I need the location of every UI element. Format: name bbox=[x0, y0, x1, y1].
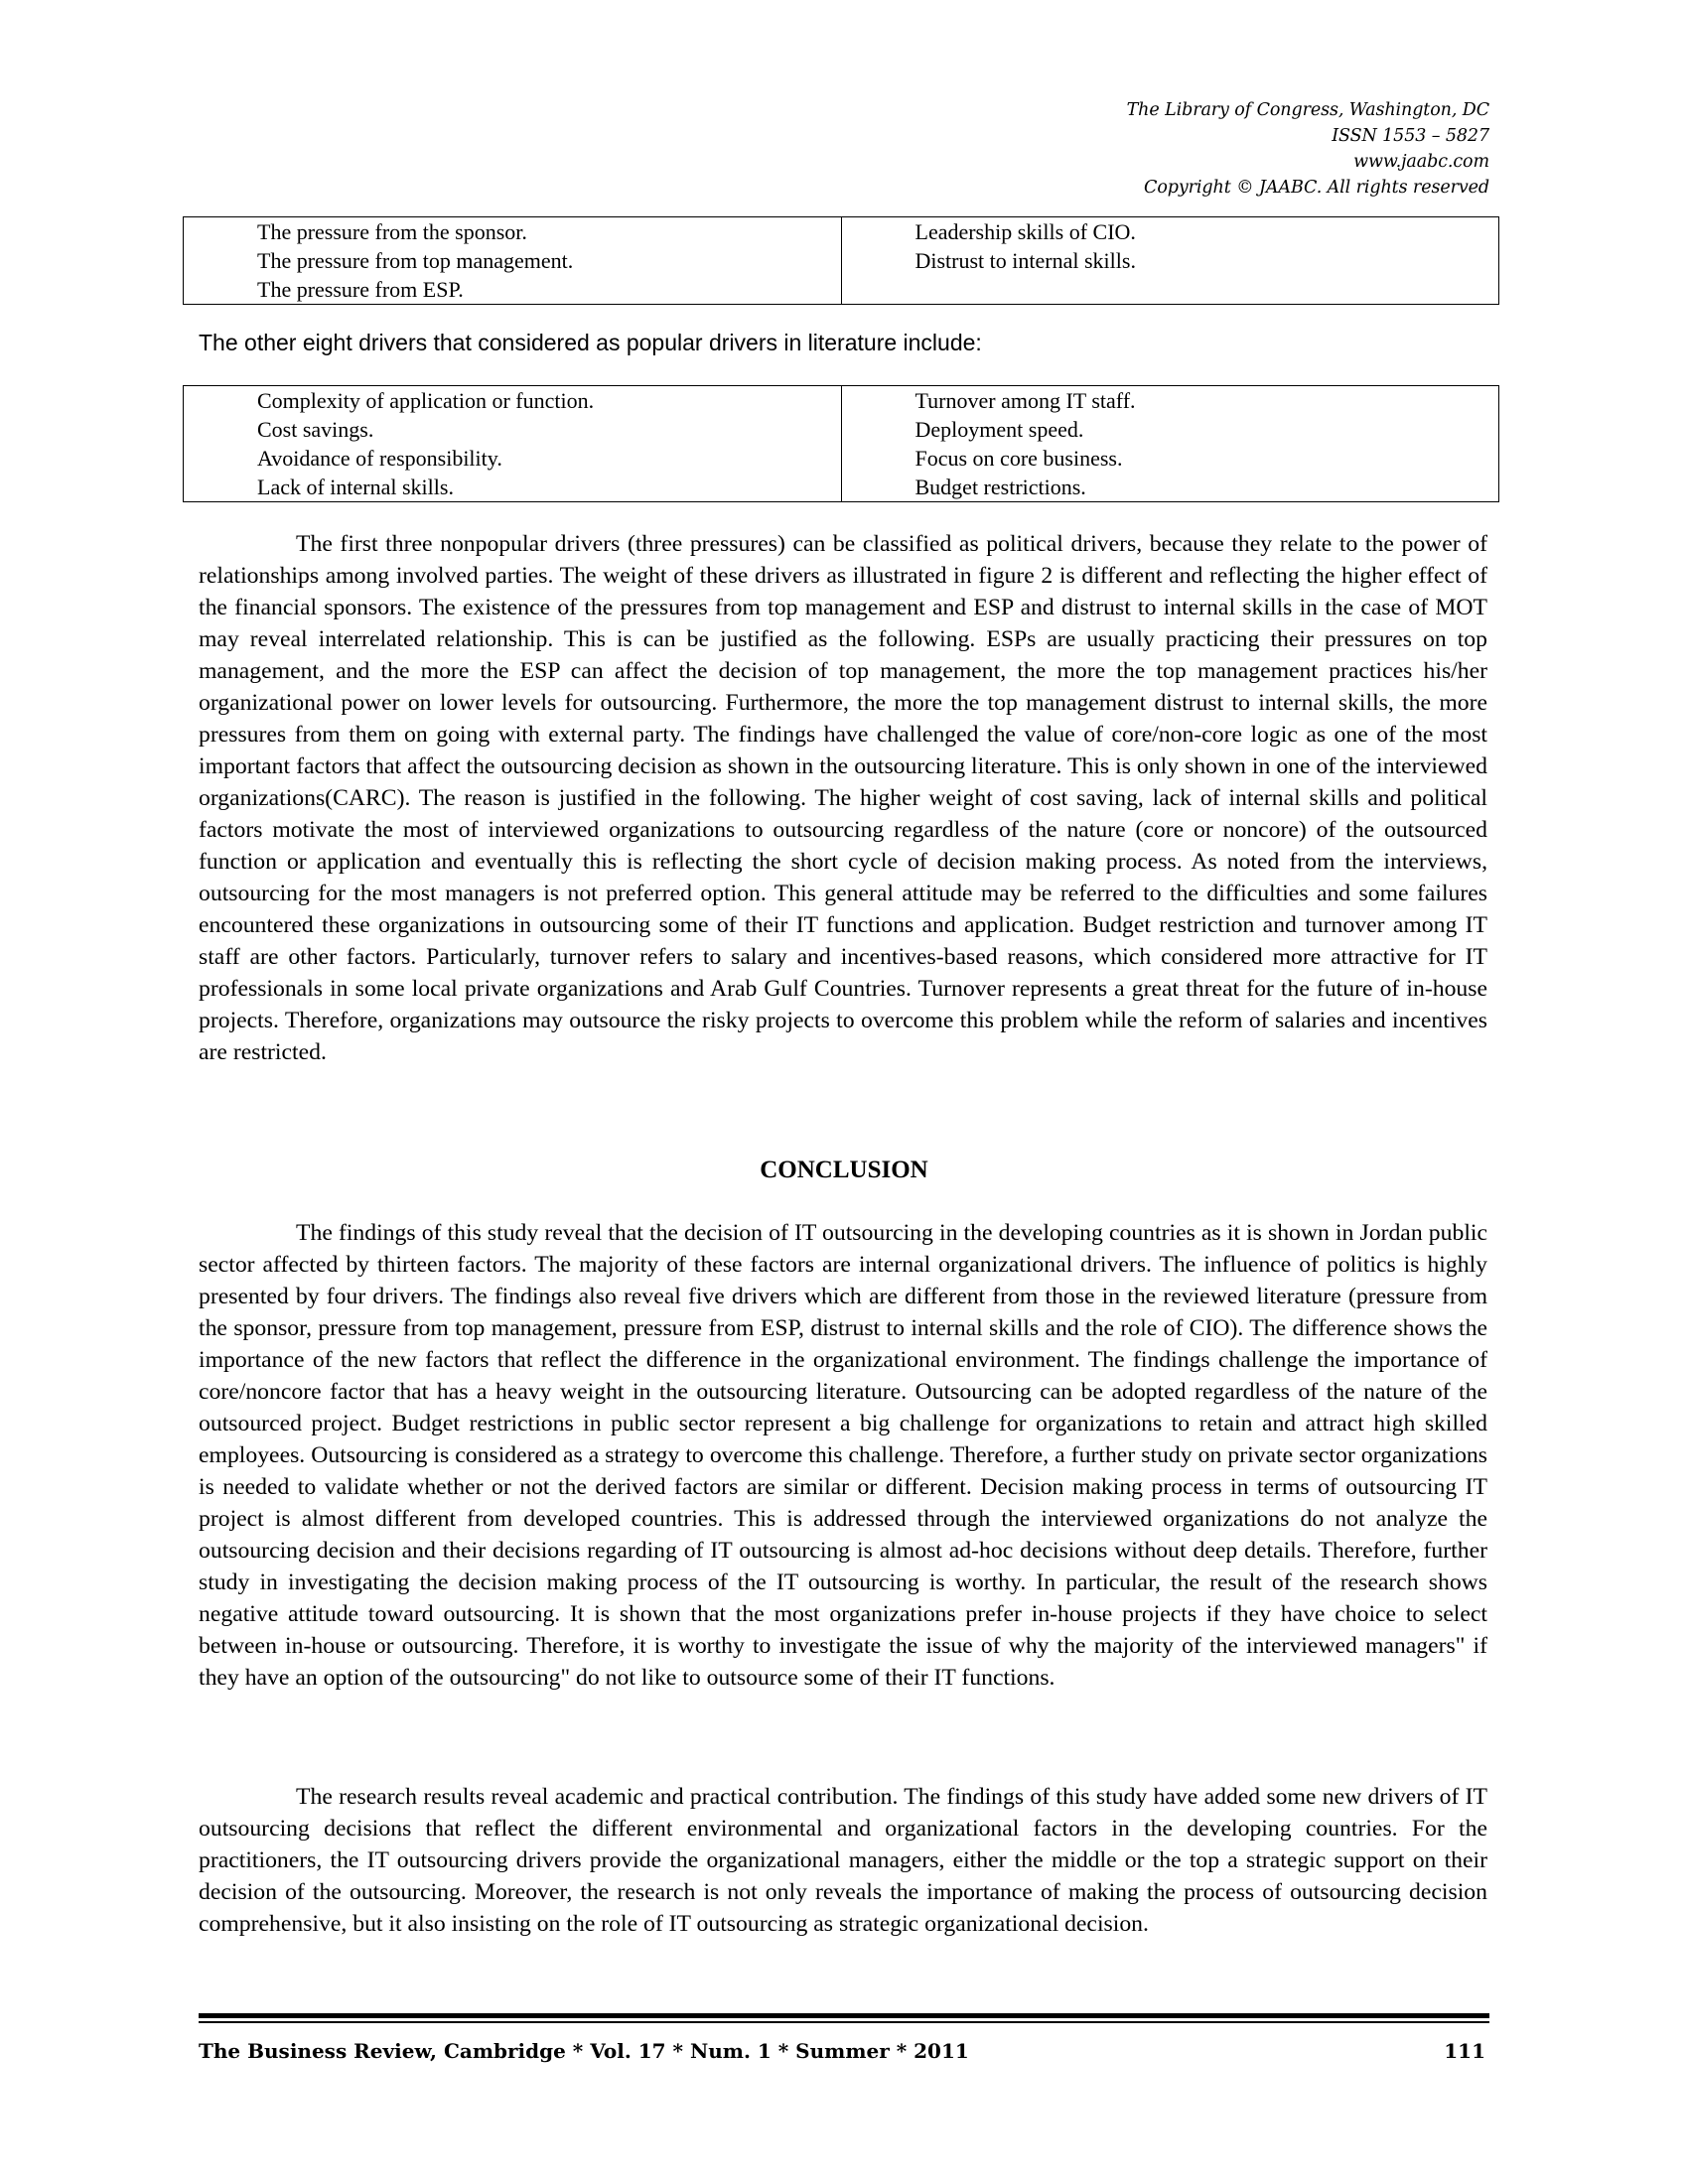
table-cell-line: Lack of internal skills. bbox=[257, 475, 454, 499]
page-number: 111 bbox=[1444, 2039, 1485, 2063]
intro-sentence: The other eight drivers that considered as popular drivers in literature include: bbox=[199, 330, 982, 355]
footer-divider bbox=[199, 2013, 1489, 2018]
table-cell-line: The pressure from the sponsor. bbox=[257, 219, 527, 244]
table-cell-line: Avoidance of responsibility. bbox=[257, 446, 502, 471]
popular-drivers-table bbox=[183, 385, 1499, 502]
table-cell-line: Complexity of application or function. bbox=[257, 388, 595, 413]
nonpopular-drivers-table bbox=[183, 216, 1499, 305]
header-copyright-line: Copyright © JAABC. All rights reserved bbox=[1144, 178, 1489, 198]
table-cell-line: Budget restrictions. bbox=[914, 475, 1086, 499]
body-paragraph: The findings of this study reveal that the decision of IT outsourcing in the developing countries as it is shown in Jordan public sector affected by thirteen factors. The majority of these factors are internal organizational drivers. The influence of politics is highly presented by four drivers. The findings also reveal five drivers which are different from those in the reviewed literature (pressure from the sponsor, pressure from top management, pressure from ESP, distrust to internal skills and the role of CIO). The difference shows the importance of the new factors that reflect the difference in the organizational environment. The findings challenge the importance of core/noncore factor that has a heavy weight in the outsourcing literature. Outsourcing can be adopted regardless of the nature of the outsourced project. Budget restrictions in public sector represent a big challenge for organizations to retain and attract high skilled employees. Outsourcing is considered as a strategy to overcome this challenge. Therefore, a further study on private sector organizations is needed to validate whether or not the derived factors are similar or different. Decision making process in terms of outsourcing IT project is almost different from developed countries. This is addressed through the interviewed organizations do not analyze the outsourcing decision and their decisions regarding of IT outsourcing is almost ad-hoc decisions without deep details. Therefore, further study in investigating the decision making process of the IT outsourcing is worthy. In particular, the result of the research shows negative attitude toward outsourcing. It is shown that the most organizations prefer in-house projects if they have choice to select between in-house or outsourcing. Therefore, it is worthy to investigate the issue of why the majority of the interviewed managers" if they have an option of the outsourcing" do not like to outsource some of their IT functions. bbox=[199, 1220, 1487, 1691]
table-cell-right bbox=[841, 217, 1499, 305]
section-heading: CONCLUSION bbox=[760, 1157, 928, 1183]
header-library-line: The Library of Congress, Washington, DC bbox=[1126, 100, 1489, 120]
table-cell-line: Focus on core business. bbox=[914, 446, 1123, 471]
table-cell-line: The pressure from ESP. bbox=[257, 277, 464, 302]
footer-journal-citation: The Business Review, Cambridge * Vol. 17 * Num. 1 * Summer * 2011 bbox=[199, 2039, 969, 2063]
footer-divider bbox=[199, 2021, 1489, 2023]
body-paragraph: The research results reveal academic and practical contribution. The findings of this study have added some new drivers of IT outsourcing decisions that reflect the different environmental and organizational factors in the developing countries. For the practitioners, the IT outsourcing drivers provide the organizational managers, either the middle or the top a strategic support on their decision of the outsourcing. Moreover, the research is not only reveals the importance of making the process of outsourcing decision comprehensive, but it also insisting on the role of IT outsourcing as strategic organizational decision. bbox=[199, 1784, 1487, 1937]
table-cell-line: Deployment speed. bbox=[914, 417, 1084, 442]
table-cell-right bbox=[841, 386, 1499, 502]
header-issn-line: ISSN 1553 – 5827 bbox=[1332, 126, 1489, 146]
table-cell-line: Turnover among IT staff. bbox=[914, 388, 1136, 413]
table-cell-line: Cost savings. bbox=[257, 417, 374, 442]
table-cell-line: Leadership skills of CIO. bbox=[914, 219, 1136, 244]
table-cell-left bbox=[184, 386, 842, 502]
running-header bbox=[1127, 97, 1489, 201]
table-cell-line: Distrust to internal skills. bbox=[914, 248, 1136, 273]
table-row bbox=[184, 386, 1499, 502]
header-website-line: www.jaabc.com bbox=[1353, 152, 1489, 172]
table-row bbox=[184, 217, 1499, 305]
table-cell-line: The pressure from top management. bbox=[257, 248, 574, 273]
table-cell-left bbox=[184, 217, 842, 305]
body-paragraph: The first three nonpopular drivers (three pressures) can be classified as political drivers, because they relate to the power of relationships among involved parties. The weight of these drivers as illustrated in figure 2 is different and reflecting the higher effect of the financial sponsors. The existence of the pressures from top management and ESP and distrust to internal skills in the case of MOT may reveal interrelated relationship. This is can be justified as the following. ESPs are usually practicing their pressures on top management, and the more the ESP can affect the decision of top management, the more the top management practices his/her organizational power on lower levels for outsourcing. Furthermore, the more the top management distrust to internal skills, the more pressures from them on going with external party. The findings have challenged the value of core/non-core logic as one of the most important factors that affect the outsourcing decision as shown in the outsourcing literature. This is only shown in one of the interviewed organizations(CARC). The reason is justified in the following. The higher weight of cost saving, lack of internal skills and political factors motivate the most of interviewed organizations to outsourcing regardless of the nature (core or noncore) of the outsourced function or application and eventually this is reflecting the short cycle of decision making process. As noted from the interviews, outsourcing for the most managers is not preferred option. This general attitude may be referred to the difficulties and some failures encountered these organizations in outsourcing some of their IT functions and application. Budget restriction and turnover among IT staff are other factors. Particularly, turnover refers to salary and incentives-based reasons, which considered more attractive for IT professionals in some local private organizations and Arab Gulf Countries. Turnover represents a great threat for the future of in-house projects. Therefore, organizations may outsource the risky projects to overcome this problem while the reform of salaries and incentives are restricted. bbox=[199, 531, 1487, 1065]
